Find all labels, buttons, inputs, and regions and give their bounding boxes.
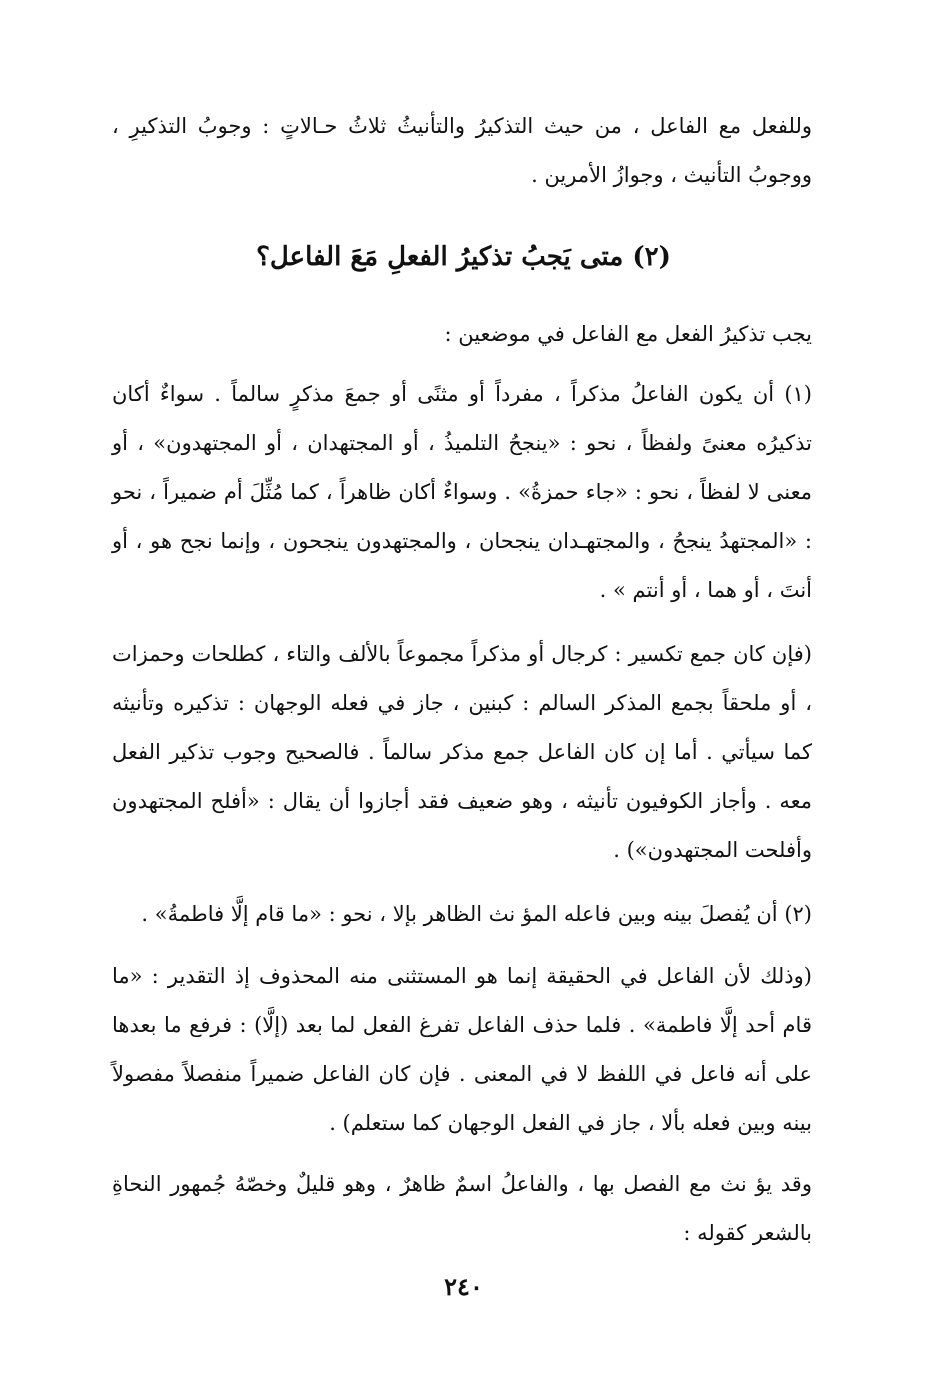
case-two-paragraph: (٢) أن يُفصلَ بينه وبين فاعله المؤ نث الظاهر بإلا ، نحو : «ما قام إلَّا فاطمةُ» . (141, 902, 812, 926)
page-number: ٢٤٠ (444, 1272, 483, 1301)
closing-paragraph: وقد يؤ نث مع الفصل بها ، والفاعلُ اسمٌ ظاهرٌ ، وهو قليلٌ وخصّهُ جُمهور النحاةِ بالشعر كقوله : (112, 1172, 812, 1245)
case-two-note-paragraph: (وذلك لأن الفاعل في الحقيقة إنما هو المستثنى منه المحذوف إذ التقدير : «ما قام أحد إلَّا فاطمة» . فلما حذف الفاعل تفرغ الفعل لما بعد (إلَّا) : فرفع ما بعدها على أنه فاعل في اللفظ لا في المعنى . فإن كان الفاعل ضميراً منفصلاً مفصولاً بينه وبين فعله بألا ، جاز في الفعل الوجهان كما ستعلم) . (112, 964, 812, 1135)
lead-paragraph: يجب تذكيرُ الفعل مع الفاعل في موضعين : (444, 322, 812, 346)
section-heading: (٢) متى يَجبُ تذكيرُ الفعلِ مَعَ الفاعل؟ (256, 242, 671, 272)
case-one-note-paragraph: (فإن كان جمع تكسير : كرجال أو مذكراً مجموعاً بالألف والتاء ، كطلحات وحمزات ، أو ملحقاً بجمع المذكر السالم : كبنين ، جاز في فعله الوجهان : تذكيره وتأنيثه كما سيأتي . أما إن كان الفاعل جمع مذكر سالماً . فالصحيح وجوب تذكير الفعل معه . وأجاز الكوفيون تأنيثه ، وهو ضعيف فقد أجازوا أن يقال : «أفلح المجتهدون وأفلحت المجتهدون») . (112, 642, 812, 862)
case-one-paragraph: (١) أن يكون الفاعلُ مذكراً ، مفرداً أو مثنًى أو جمعَ مذكرٍ سالماً . سواءٌ أكان تذكيرُه معنىً ولفظاً ، نحو : «ينجحُ التلميذُ ، أو المجتهدان ، أو المجتهدون» ، أو معنى لا لفظاً ، نحو : «جاء حمزةُ» . وسواءٌ أكان ظاهراً ، كما مُثِّلَ أم ضميراً ، نحو : «المجتهدُ ينجحُ ، والمجتهـدان ينجحان ، والمجتهدون ينجحون ، وإنما نجح هو ، أو أنتَ ، أو هما ، أو أنتم » . (112, 382, 812, 602)
intro-paragraph: وللفعل مع الفاعل ، من حيث التذكيرُ والتأنيثُ ثلاثُ حـالاتٍ : وجوبُ التذكيرِ ، ووجوبُ التأنيث ، وجوازُ الأمرين . (112, 114, 812, 187)
